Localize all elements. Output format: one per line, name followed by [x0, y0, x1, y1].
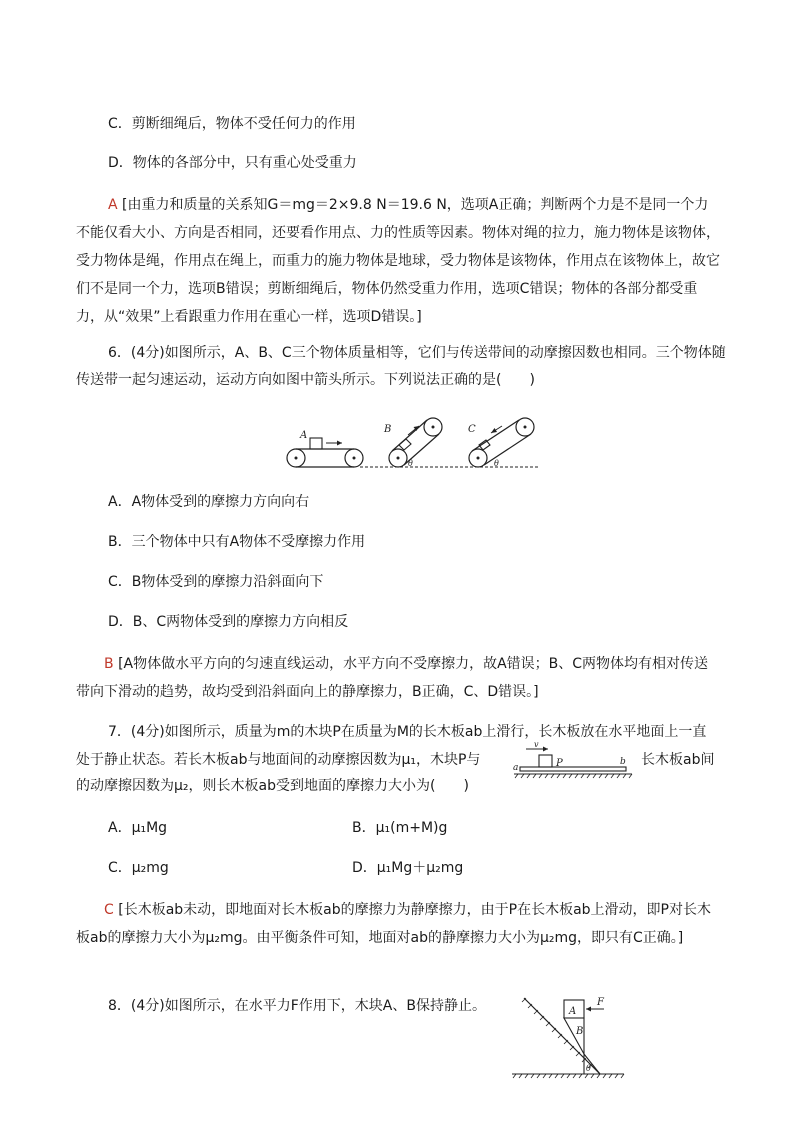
q6-answer-letter: B: [104, 656, 114, 672]
q6-stem-line-1: 6．(4分)如图所示，A、B、C三个物体质量相等，它们与传送带间的动摩擦因数也相同。三个物体随: [108, 345, 726, 361]
q6-option-a: A．A物体受到的摩擦力方向向右: [108, 494, 310, 510]
q5-explanation: [76, 191, 721, 331]
q5-option-d: D．物体的各部分中，只有重心处受重力: [108, 155, 357, 171]
q6-explanation: [76, 650, 721, 706]
q7-option-d: D．μ₁Mg＋μ₂mg: [352, 860, 464, 876]
q7-explanation-text: [长木板ab未动，即地面对长木板ab的摩擦力为静摩擦力，由于P在长木板ab上滑动，即P对长木板ab的摩擦力大小为μ₂mg。由平衡条件可知，地面对ab的静摩擦力大小为μ₂mg，即只有C正确。]: [76, 902, 711, 946]
q6-conveyor-figure: [280, 410, 542, 472]
q5-answer-letter: A: [108, 197, 118, 213]
q7-option-b: B．μ₁(m+M)g: [352, 820, 448, 836]
q6-explanation-text: [A物体做水平方向的匀速直线运动，水平方向不受摩擦力，故A错误；B、C两物体均有相对传送带向下滑动的趋势，故均受到沿斜面向上的静摩擦力，B正确，C、D错误。]: [76, 656, 709, 700]
q7-label-a: a: [513, 763, 519, 773]
q8-label-a: A: [569, 1006, 577, 1017]
q6-label-c: C: [468, 424, 476, 435]
q5-option-c: C．剪断细绳后，物体不受任何力的作用: [108, 116, 356, 132]
q7-stem-line-3: 的动摩擦因数为μ₂，则长木板ab受到地面的摩擦力大小为( ): [76, 778, 469, 794]
q6-theta-b: θ: [408, 459, 413, 468]
q7-label-p: P: [556, 758, 563, 769]
q6-option-b: B．三个物体中只有A物体不受摩擦力作用: [108, 534, 366, 550]
q7-stem-line-2-right: 长木板ab间: [641, 752, 715, 768]
q6-option-c: C．B物体受到的摩擦力沿斜面向下: [108, 574, 324, 590]
q7-stem-line-1: 7．(4分)如图所示，质量为m的木块P在质量为M的长木板ab上滑行，长木板放在水平地面上一直: [108, 724, 707, 740]
q8-label-b: B: [576, 1026, 584, 1037]
q7-option-a: A．μ₁Mg: [108, 820, 168, 836]
q8-wedge-diagram: [508, 994, 628, 1082]
q6-theta-c: θ: [494, 459, 499, 468]
q8-label-f: F: [597, 997, 604, 1008]
q8-wedge-figure: [508, 994, 628, 1082]
q8-stem: 8．(4分)如图所示，在水平力F作用下，木块A、B保持静止。: [108, 998, 486, 1014]
q7-board-figure: [510, 740, 636, 780]
q7-answer-letter: C: [104, 902, 114, 918]
q7-stem-line-2-left: 处于静止状态。若长木板ab与地面间的动摩擦因数为μ₁，木块P与: [76, 752, 481, 768]
q6-conveyor-diagram: [280, 410, 542, 472]
q6-stem-line-2: 传送带一起匀速运动，运动方向如图中箭头所示。下列说法正确的是( ): [76, 372, 535, 388]
q7-explanation: [76, 896, 721, 952]
q8-theta: θ: [586, 1064, 591, 1073]
q7-label-b: b: [620, 757, 626, 767]
q6-label-b: B: [384, 424, 392, 435]
q5-explanation-text: [由重力和质量的关系知G＝mg＝2×9.8 N＝19.6 N，选项A正确；判断两个力是不是同一个力不能仅看大小、方向是否相同，还要看作用点、力的性质等因素。物体对绳的拉力，施力物体是该物体，受力物体是绳，作用点在绳上，而重力的施力物体是地球，受力物体是该物体，作用点在该物体上，故它们不是同一个力，选项B错误；剪断细绳后，物体仍然受重力作用，选项C错误；物体的各部分都受重力，从“效果”上看跟重力作用在重心一样，选项D错误。]: [76, 197, 720, 325]
q6-label-a: A: [300, 430, 308, 441]
q7-board-diagram: [510, 740, 636, 780]
q6-option-d: D．B、C两物体受到的摩擦力方向相反: [108, 614, 349, 630]
q7-option-c: C．μ₂mg: [108, 860, 169, 876]
q7-label-v: v: [534, 740, 539, 749]
